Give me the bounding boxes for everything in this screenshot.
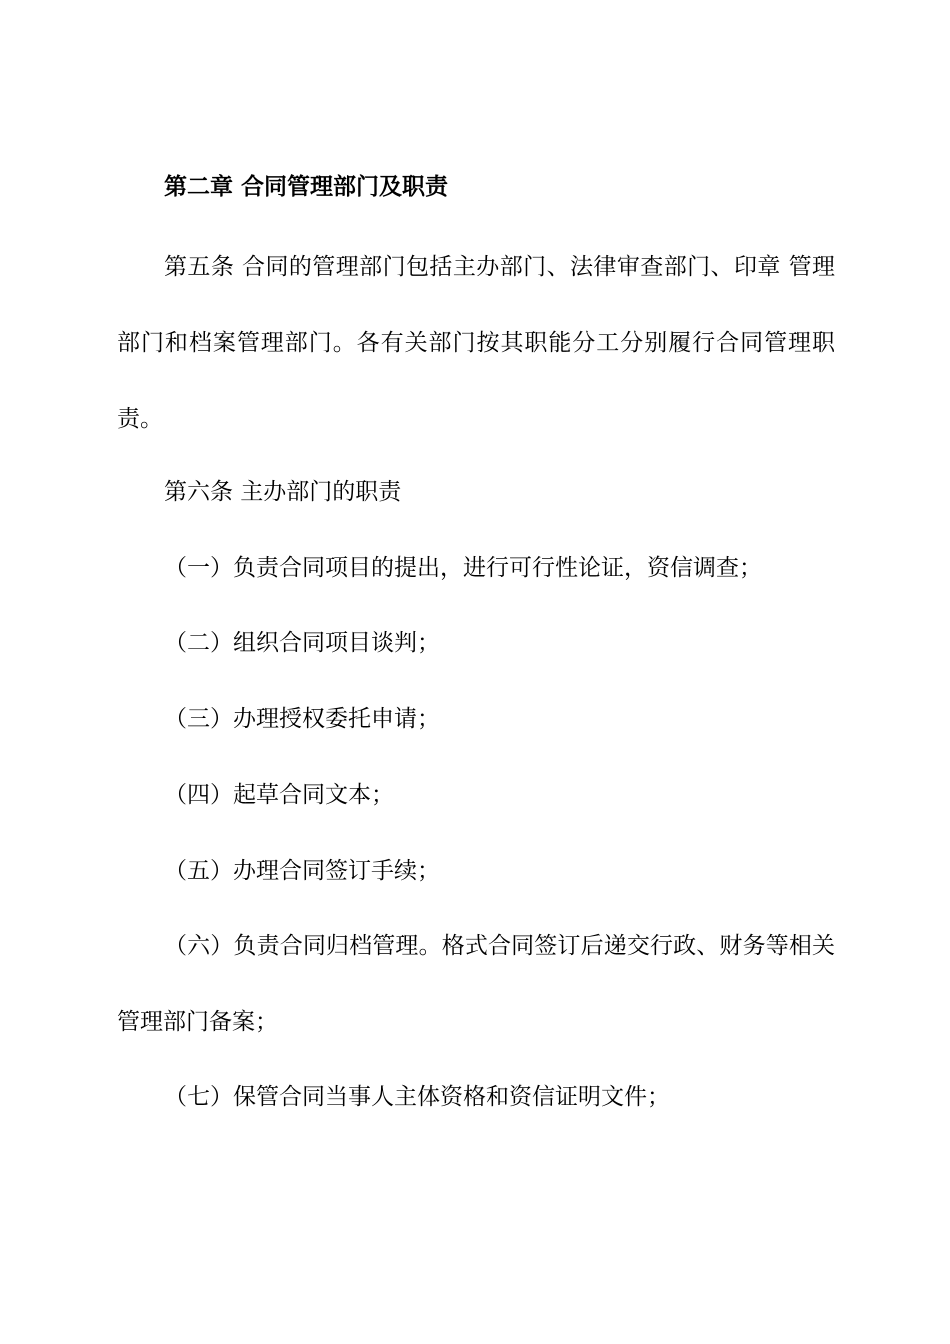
article-6-title: 第六条 主办部门的职责	[164, 479, 402, 505]
list-item: （三）办理授权委托申请；	[164, 706, 440, 732]
list-item: （四）起草合同文本；	[164, 782, 394, 808]
list-item: （二）组织合同项目谈判；	[164, 630, 440, 656]
chapter-heading: 第二章 合同管理部门及职责	[164, 174, 449, 200]
list-item: （五）办理合同签订手续；	[164, 858, 440, 884]
list-item: （七）保管合同当事人主体资格和资信证明文件；	[164, 1084, 670, 1110]
article-5-paragraph: 第五条 合同的管理部门包括主办部门、法律审查部门、印章 管理部门和档案管理部门。各有关部门按其职能分工分别履行合同管理职责。	[117, 254, 835, 432]
list-item: （六）负责合同归档管理。格式合同签订后递交行政、财务等相关管理部门备案；	[117, 933, 835, 1035]
list-item: （一）负责合同项目的提出，进行可行性论证，资信调查；	[164, 555, 762, 581]
